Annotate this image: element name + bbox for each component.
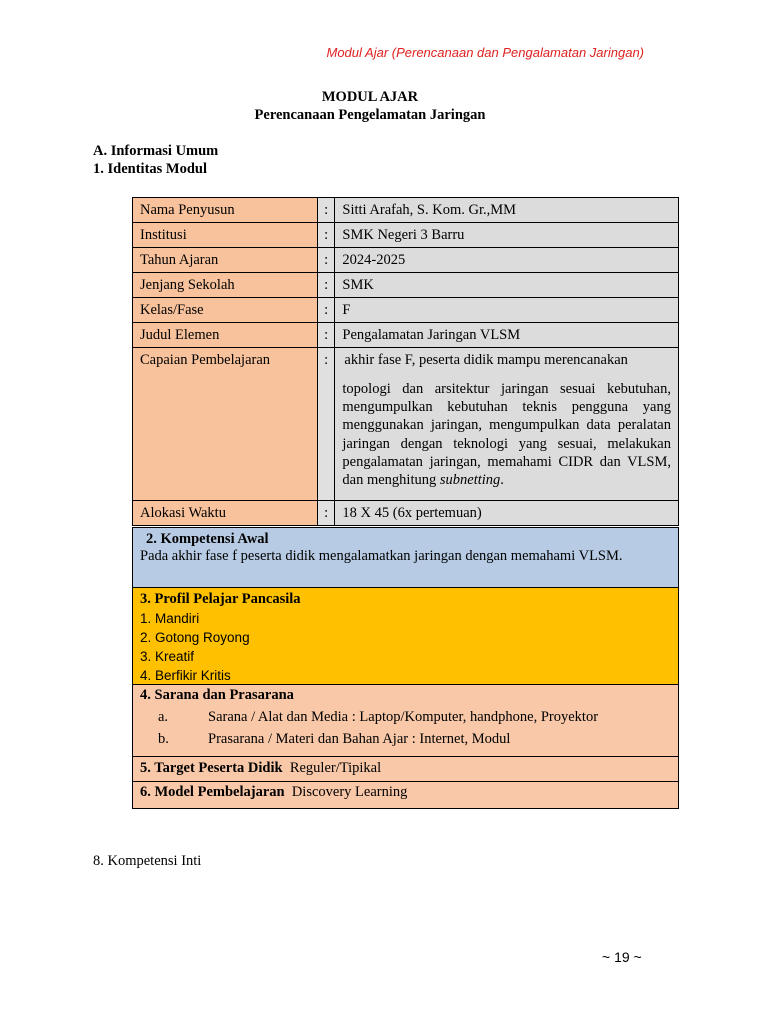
- table-row: [133, 248, 679, 273]
- row-separator: :: [317, 298, 335, 323]
- target-box: [132, 756, 679, 783]
- row-label: Judul Elemen: [133, 323, 318, 348]
- row-separator: :: [317, 248, 335, 273]
- alokasi-row: [133, 501, 679, 526]
- profil-pelajar-box: [132, 587, 679, 686]
- row-label: Institusi: [133, 223, 318, 248]
- list-item: 2. Gotong Royong: [140, 630, 250, 645]
- table-row: [133, 273, 679, 298]
- capaian-first-line: akhir fase F, peserta didik mampu merencanakan: [344, 352, 628, 368]
- row-value: Pengalamatan Jaringan VLSM: [335, 323, 679, 348]
- row-label: Nama Penyusun: [133, 198, 318, 223]
- row-separator: :: [317, 501, 335, 526]
- title-line-1: MODUL AJAR: [321, 89, 419, 105]
- alokasi-label: Alokasi Waktu: [133, 501, 318, 526]
- table-row: [133, 198, 679, 223]
- profil-heading: 3. Profil Pelajar Pancasila: [140, 591, 301, 607]
- alokasi-value: 18 X 45 (6x pertemuan): [335, 501, 679, 526]
- page-number: ~ 19 ~: [602, 949, 642, 965]
- capaian-italic-term: subnetting: [439, 472, 501, 489]
- list-marker: b.: [158, 731, 169, 747]
- capaian-row: [133, 348, 679, 501]
- table-row: [133, 298, 679, 323]
- row-label: Tahun Ajaran: [133, 248, 318, 273]
- document-title: [0, 88, 740, 124]
- kompetensi-awal-heading: 2. Kompetensi Awal: [146, 531, 269, 547]
- list-item: 4. Berfikir Kritis: [140, 668, 231, 683]
- identity-table: [132, 197, 679, 526]
- row-value: F: [335, 298, 679, 323]
- capaian-body-text: topologi dan arsitektur jaringan sesuai kebutuhan, mengumpulkan kebutuhan teknis pengguna yang menggunakan jaringan, mengumpulkan data peralatan jaringan dengan teknologi yang sesuai, melakukan pengalamatan jaringan, memahami CIDR dan VLSM, dan menghitung: [342, 381, 671, 489]
- capaian-end: .: [500, 472, 504, 489]
- row-separator: :: [317, 198, 335, 223]
- row-value: SMK Negeri 3 Barru: [335, 223, 679, 248]
- table-row: [133, 323, 679, 348]
- model-heading: 6. Model Pembelajaran: [140, 784, 285, 800]
- kompetensi-awal-box: [132, 527, 679, 589]
- row-separator: :: [317, 223, 335, 248]
- target-heading: 5. Target Peserta Didik: [140, 760, 283, 776]
- kompetensi-awal-text: Pada akhir fase f peserta didik mengalamatkan jaringan dengan memahami VLSM.: [140, 548, 623, 564]
- sarana-heading: 4. Sarana dan Prasarana: [140, 687, 294, 703]
- list-text: Prasarana / Materi dan Bahan Ajar : Internet, Modul: [208, 731, 511, 747]
- kompetensi-inti-heading: 8. Kompetensi Inti: [93, 853, 202, 869]
- capaian-value: [335, 348, 679, 501]
- section-a-heading: A. Informasi Umum: [93, 143, 219, 159]
- capaian-body: [342, 380, 671, 489]
- target-value: Reguler/Tipikal: [289, 760, 382, 776]
- list-item: 3. Kreatif: [140, 649, 195, 664]
- list-marker: a.: [158, 709, 169, 725]
- running-header: Modul Ajar (Perencanaan dan Pengalamatan Jaringan): [326, 45, 644, 60]
- row-label: Kelas/Fase: [133, 298, 318, 323]
- model-value: Discovery Learning: [291, 784, 408, 800]
- row-separator: :: [317, 323, 335, 348]
- list-text: Sarana / Alat dan Media : Laptop/Komputer, handphone, Proyektor: [208, 709, 599, 725]
- section-1-heading: 1. Identitas Modul: [93, 161, 208, 177]
- capaian-label: Capaian Pembelajaran: [133, 348, 318, 501]
- title-line-2: Perencanaan Pengelamatan Jaringan: [254, 107, 486, 123]
- list-item: 1. Mandiri: [140, 611, 200, 626]
- list-item: [140, 731, 671, 748]
- row-value: SMK: [335, 273, 679, 298]
- row-separator: :: [317, 348, 335, 501]
- model-box: [132, 781, 679, 809]
- sarana-box: [132, 684, 679, 757]
- table-row: [133, 223, 679, 248]
- row-value: 2024-2025: [335, 248, 679, 273]
- row-separator: :: [317, 273, 335, 298]
- row-label: Jenjang Sekolah: [133, 273, 318, 298]
- list-item: [140, 709, 671, 726]
- row-value: Sitti Arafah, S. Kom. Gr.,MM: [335, 198, 679, 223]
